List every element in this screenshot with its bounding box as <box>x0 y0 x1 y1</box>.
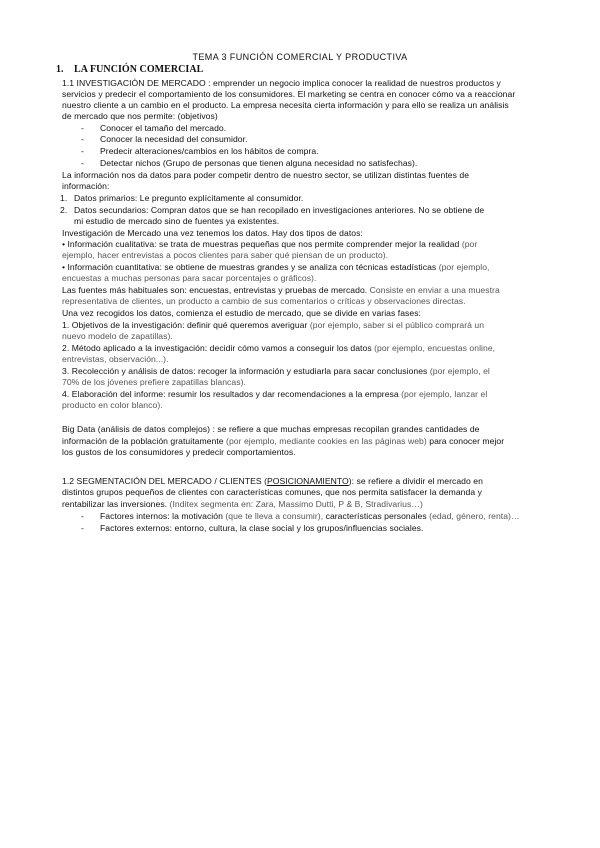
objetivo-item: Conocer el tamaño del mercado. <box>100 123 227 133</box>
list-number: 2. <box>60 205 68 215</box>
tipos-datos: Investigación de Mercado una vez tenemos los datos. Hay dos tipos de datos: <box>62 228 363 238</box>
fase-3-line-2: 70% de los jóvenes prefiere zapatillas blancas). <box>62 377 246 387</box>
fuentes-line-2: representativa de clientes, un producto a cambio de sus comentarios o críticas y observaciones directas. <box>62 296 466 306</box>
list-number: 1. <box>60 193 68 203</box>
big-data-line-1: Big Data (análisis de datos complejos) : se refiere a que muchas empresas recopilan grandes cantidades de <box>62 424 480 434</box>
s12-line-3: rentabilizar las inversiones. (Inditex segmenta en: Zara, Massimo Dutti, P & B, Stradivarius…) <box>62 499 423 509</box>
document-title: TEMA 3 FUNCIÓN COMERCIAL Y PRODUCTIVA <box>192 52 408 62</box>
datos-secundarios-2: mi estudio de mercado sino de fuentes ya existentes. <box>74 216 280 226</box>
bullet-dash: - <box>81 158 84 168</box>
big-data-line-3: los gustos de los consumidores y predecir comportamientos. <box>62 447 296 457</box>
big-data-line-2: información de la población gratuitamente (por ejemplo, mediante cookies en las páginas web) para conocer mejor <box>62 436 505 446</box>
cuantitativa-line-2: encuestas a muchas personas para sacar porcentajes o gráficos). <box>62 273 317 283</box>
bullet-dash: - <box>81 134 84 144</box>
s12-line-2: distintos grupos pequeños de clientes con características comunes, que nos permita satisfacer la demanda y <box>62 487 482 497</box>
fases-intro: Una vez recogidos los datos, comienza el estudio de mercado, que se divide en varias fases: <box>62 308 421 318</box>
fuentes-line-1: Las fuentes más habituales son: encuestas, entrevistas y pruebas de mercado. Consiste en enviar a una muestra <box>62 285 500 295</box>
heading-funcion-comercial: LA FUNCIÓN COMERCIAL <box>74 64 204 75</box>
s11-line-1: 1.1 INVESTIGACIÓN DE MERCADO : emprender un negocio implica conocer la realidad de nuestros productos y <box>62 78 501 88</box>
info-line-2: información: <box>62 181 110 191</box>
cuantitativa-line-1: • Información cuantitativa: se obtiene de muestras grandes y se analiza con técnicas estadísticas (por ejemplo, <box>62 262 490 272</box>
bullet-dash: - <box>81 511 84 521</box>
fase-2-line-1: 2. Método aplicado a la investigación: decidir cómo vamos a conseguir los datos (por ejemplo, encuestas online, <box>62 343 496 353</box>
bullet-dash: - <box>81 523 84 533</box>
fase-1-line-1: 1. Objetivos de la investigación: definir qué queremos averiguar (por ejemplo, saber si el público comprará un <box>62 320 485 330</box>
objetivo-item: Detectar nichos (Grupo de personas que tienen alguna necesidad no satisfechas). <box>100 158 418 168</box>
fase-2-line-2: entrevistas, observación...). <box>62 354 169 364</box>
posicionamiento-term: POSICIONAMIENTO <box>267 476 349 486</box>
cualitativa-line-2: ejemplo, hacer entrevistas a pocos clientes para saber qué piensan de un producto). <box>62 250 389 260</box>
cualitativa-line-1: • Información cualitativa: se trata de muestras pequeñas que nos permite comprender mejor la realidad (por <box>62 239 478 249</box>
s12-line-1: 1.2 SEGMENTACIÓN DEL MERCADO / CLIENTES (POSICIONAMIENTO): se refiere a dividir el mercado en <box>62 476 483 486</box>
objetivo-item: Conocer la necesidad del consumidor. <box>100 134 248 144</box>
s11-line-3: nuestro cliente a un cambio en el producto. La empresa necesita cierta información y para ello se realiza un análisis <box>62 100 509 110</box>
objetivo-item: Predecir alteraciones/cambios en los hábitos de compra. <box>100 146 319 156</box>
fase-4-line-1: 4. Elaboración del informe: resumir los resultados y dar recomendaciones a la empresa (por ejemplo, lanzar el <box>62 389 488 399</box>
datos-secundarios-1: Datos secundarios: Compran datos que se han recopilado en investigaciones anteriores. No se obtiene de <box>74 205 485 215</box>
datos-primarios: Datos primarios: Le pregunto explícitamente al consumidor. <box>74 193 304 203</box>
fase-3-line-1: 3. Recolección y análisis de datos: recoger la información y estudiarla para sacar conclusiones (por ejemplo, el <box>62 366 490 376</box>
info-line-1: La información nos da datos para poder competir dentro de nuestro sector, se utilizan distintas fuentes de <box>62 170 470 180</box>
bullet-dash: - <box>81 146 84 156</box>
heading-number: 1. <box>56 64 64 75</box>
factores-internos: Factores internos: la motivación (que te lleva a consumir), características personales (edad, género, renta)… <box>100 511 520 521</box>
s11-line-2: servicios y predecir el comportamiento de los consumidores. El marketing se centra en conocer cómo va a reaccionar <box>62 89 516 99</box>
fase-1-line-2: nuevo modelo de zapatillas). <box>62 331 173 341</box>
bullet-dash: - <box>81 123 84 133</box>
s11-line-4: de mercado que nos permite: (objetivos) <box>62 111 218 121</box>
factores-externos: Factores externos: entorno, cultura, la clase social y los grupos/influencias sociales. <box>100 523 424 533</box>
fase-4-line-2: producto en color blanco). <box>62 400 163 410</box>
